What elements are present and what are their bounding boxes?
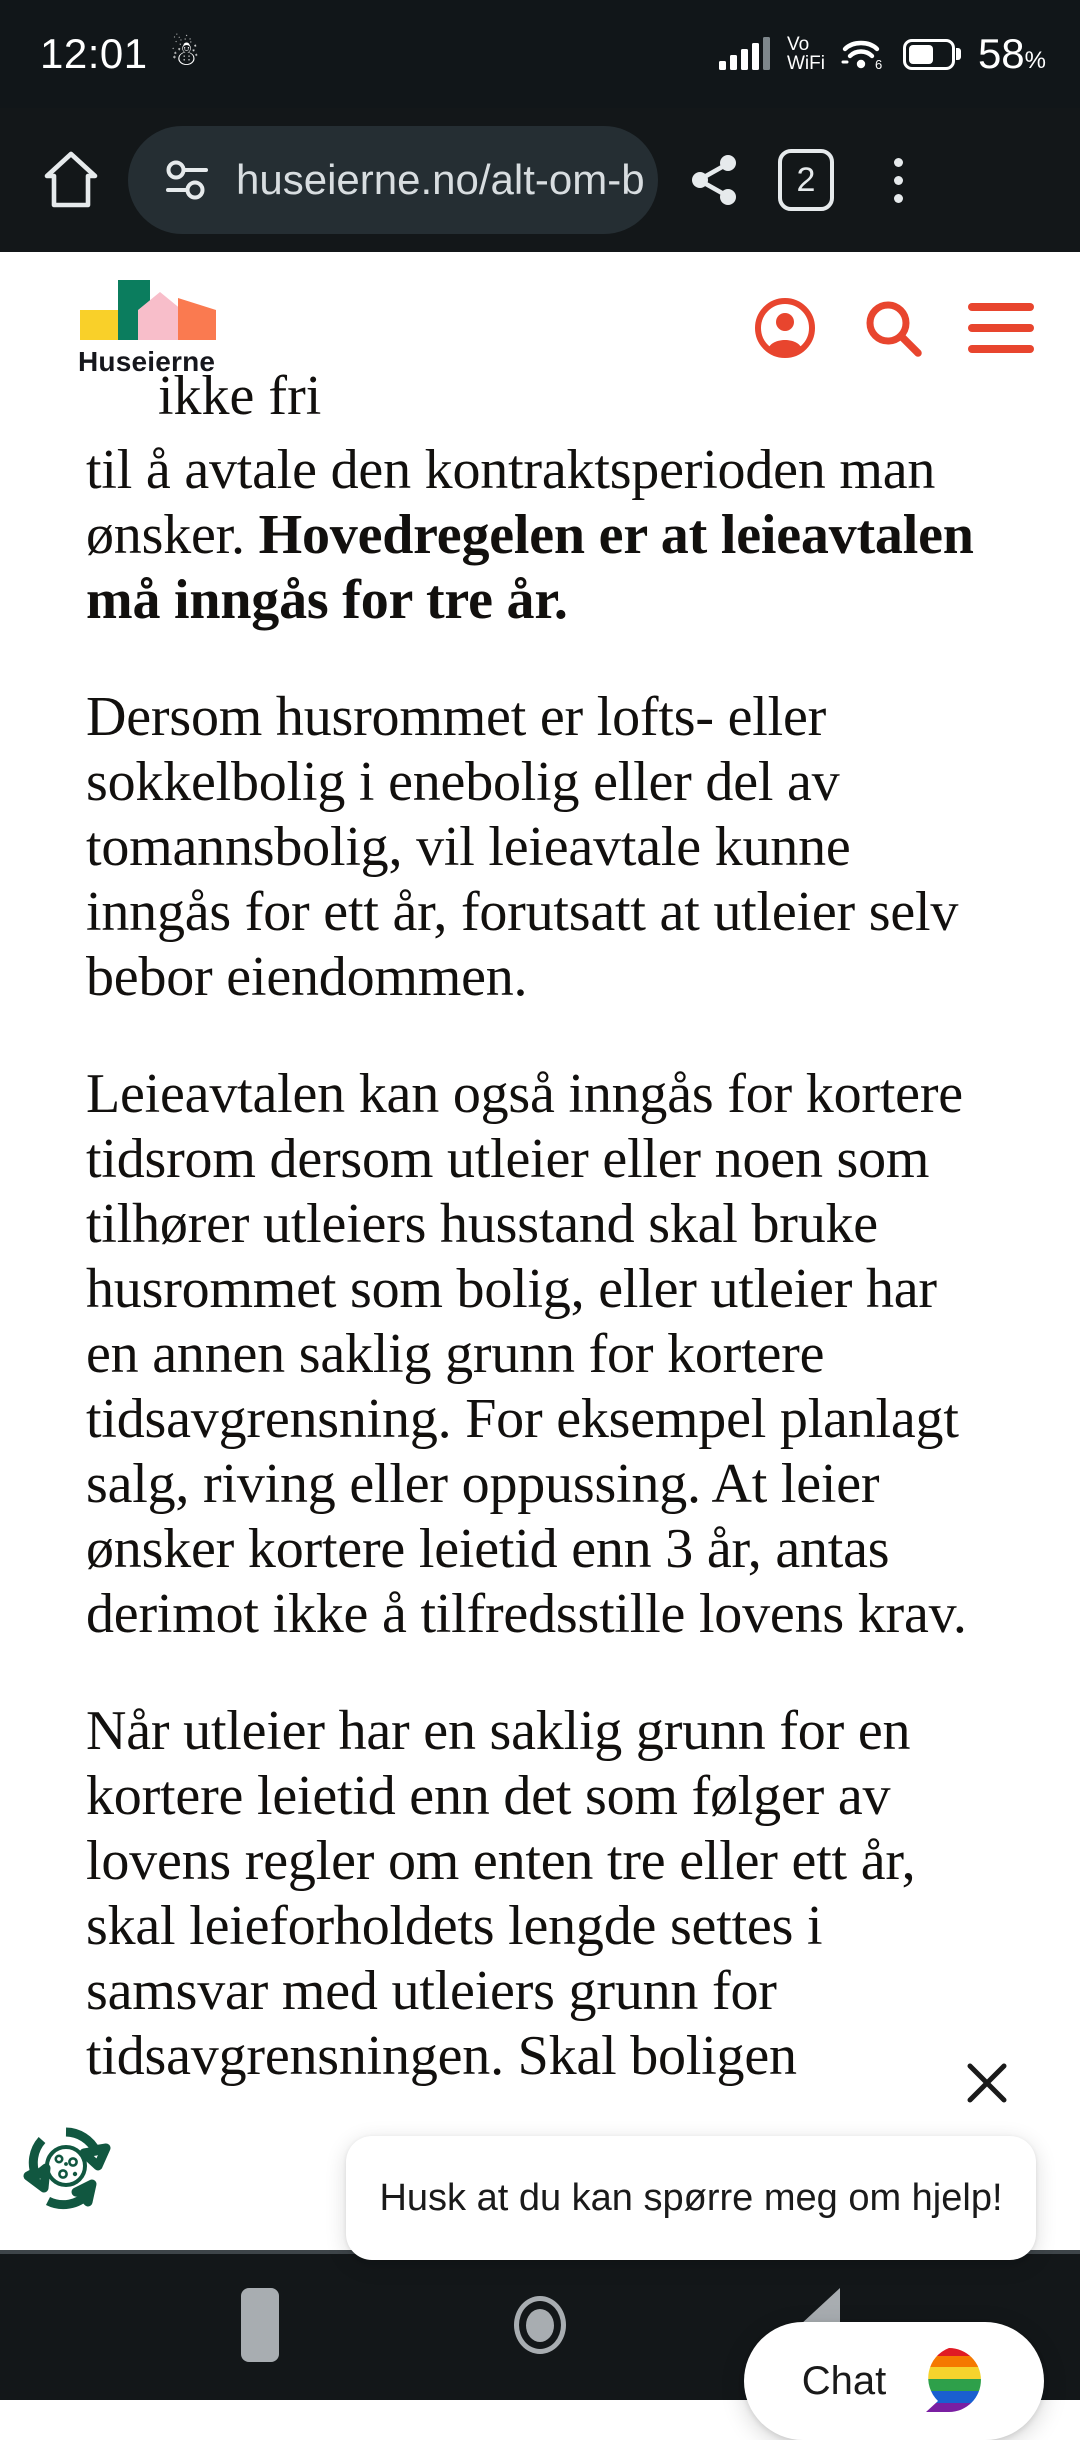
article-paragraph (86, 1699, 994, 2089)
battery-icon (903, 39, 961, 70)
svg-text:6: 6 (874, 56, 883, 72)
url-text[interactable]: huseierne.no/alt-om-b (236, 156, 645, 203)
home-button[interactable] (480, 2265, 600, 2385)
recents-button[interactable] (200, 2265, 320, 2385)
clipped-line-above: ikke fri (158, 365, 322, 427)
account-circle-icon[interactable] (752, 295, 818, 361)
article-paragraph (86, 685, 994, 1010)
browser-menu-button[interactable] (852, 134, 944, 226)
recents-icon[interactable] (241, 2288, 279, 2362)
browser-toolbar (0, 108, 1080, 252)
tab-count[interactable]: 2 (778, 149, 834, 211)
chat-tooltip-text: Husk at du kan spørre meg om hjelp! (379, 2176, 1003, 2219)
paragraph-run: Leieavtalen kan også inngås for kortere tidsrom dersom utleier eller noen som tilhører utleiers husstand skal bruke husrommet som bolig, eller utleier har en annen saklig grunn for kortere tidsavgrensning. For eksempel planlagt salg, riving eller oppussing. At leier ønsker kortere leietid enn 3 år, antas derimot ikke å tilfredsstille lovens krav. (86, 1063, 967, 1645)
chat-button[interactable] (744, 2322, 1044, 2440)
paragraph-run-bold: Hovedregelen er at leieavtalen må inngås for tre år. (86, 504, 974, 631)
paragraph-run: Dersom husrommet er lofts- eller sokkelbolig i enebolig eller del av tomannsbolig, vil leieavtale kunne inngås for ett år, forutsatt at utleier selv bebor eiendommen. (86, 686, 959, 1008)
close-icon[interactable] (964, 2060, 1010, 2106)
status-clock: 12:01 (40, 30, 148, 77)
rainbow-chat-bubble-icon (912, 2344, 986, 2418)
tab-switcher-button[interactable] (760, 134, 852, 226)
web-page (0, 252, 1080, 2403)
article-paragraph (86, 1062, 994, 1647)
hamburger-menu-icon[interactable] (968, 295, 1034, 361)
percent-symbol: % (1024, 47, 1046, 74)
home-icon[interactable] (514, 2296, 566, 2354)
paragraph-run: Når utleier har en saklig grunn for en kortere leietid enn det som følger av lovens regler om enten tre eller ett år, skal leieforholdets lengde settes i samsvar med utleiers grunn for tidsavgrensningen. Skal boligen (86, 1700, 916, 2087)
paragraph-run: til å avtale den kontraktsperioden man ønsker. (86, 439, 936, 566)
battery-percent (978, 30, 1046, 78)
home-button[interactable] (28, 137, 114, 223)
snowman-icon: ☃ (169, 35, 201, 73)
chat-button-label: Chat (801, 2358, 887, 2403)
status-bar-left (40, 30, 200, 78)
battery-percent-value: 58 (977, 30, 1025, 77)
recycle-cookie-consent-icon[interactable] (18, 2118, 114, 2214)
huseierne-logo-mark (78, 278, 218, 340)
volte-line-1: Vo (786, 33, 810, 55)
cellular-signal-icon (719, 38, 770, 70)
site-logo[interactable] (78, 278, 218, 378)
site-logo-text: Huseierne (78, 346, 216, 377)
wifi-6-icon (842, 38, 886, 71)
search-icon[interactable] (860, 295, 926, 361)
chat-tooltip[interactable] (346, 2136, 1036, 2260)
article-body (0, 365, 1080, 2250)
share-button[interactable] (668, 134, 760, 226)
volte-wifi-indicator (787, 35, 825, 74)
site-header-actions (752, 295, 1034, 361)
chat-tooltip-close-button[interactable] (956, 2052, 1018, 2114)
status-bar (0, 0, 1080, 108)
tune-sliders-icon[interactable] (162, 155, 212, 205)
status-bar-right (719, 30, 1046, 78)
url-bar[interactable] (128, 126, 658, 234)
cookie-consent-button[interactable] (18, 2118, 114, 2214)
three-dot-menu-icon[interactable] (894, 158, 903, 203)
volte-line-2: WiFi (786, 53, 825, 74)
article-paragraph (86, 438, 994, 633)
